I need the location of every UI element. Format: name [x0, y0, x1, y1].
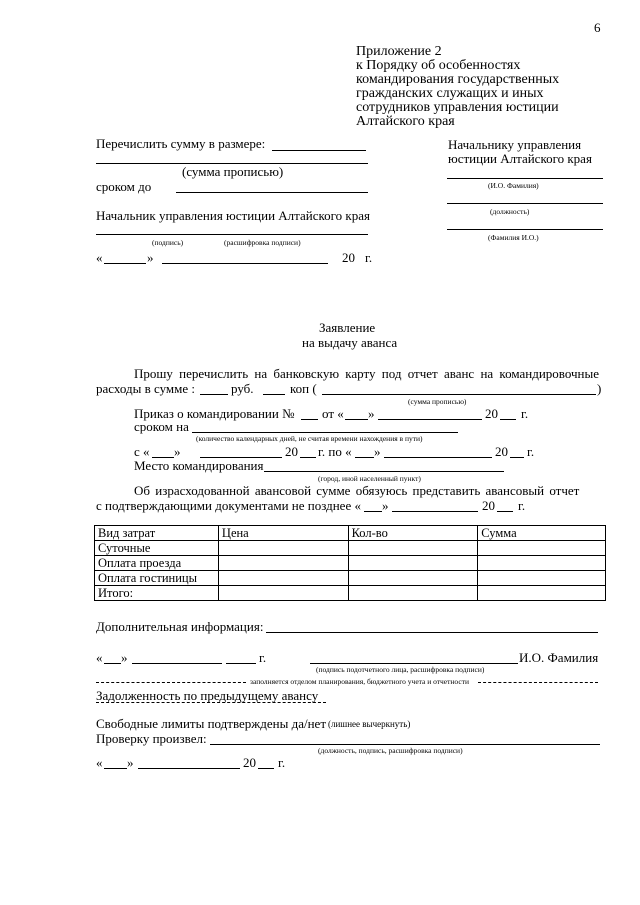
- obligation-deadline-label: с подтверждающими документами не позднее «: [96, 498, 361, 513]
- accountable-caption: (подпись подотчетного лица, расшифровка подписи): [316, 665, 485, 674]
- table-row: [95, 556, 606, 571]
- kopecks-field[interactable]: [263, 394, 285, 395]
- rubles-field[interactable]: [200, 394, 228, 395]
- period-from-year-prefix: 20: [285, 444, 298, 459]
- place-label: Место командирования: [134, 458, 264, 473]
- period-to-label: г. по «: [318, 444, 352, 459]
- obligation-year-prefix: 20: [482, 498, 495, 513]
- final-date-day-field[interactable]: [104, 768, 127, 769]
- place-field[interactable]: [264, 471, 504, 472]
- period-to-day-field[interactable]: [355, 457, 374, 458]
- surname-field[interactable]: [447, 229, 603, 230]
- year-prefix: 20: [342, 250, 355, 265]
- term-days-label: сроком на: [134, 419, 189, 434]
- accountable-signature-field[interactable]: [310, 663, 518, 664]
- addressee-line: Начальнику управления: [448, 137, 582, 152]
- days-caption: (количество календарных дней, не считая времени нахождения в пути): [196, 434, 423, 443]
- obligation-text: Об израсходованной авансовой сумме обязуюсь представить авансовый отчет: [134, 483, 580, 498]
- request-amount-words-field[interactable]: [322, 394, 596, 395]
- order-year-label: г.: [521, 406, 529, 421]
- name-caption: (И.О. Фамилия): [488, 181, 539, 190]
- planning-note: заполняется отделом планирования, бюджетного учета и отчетности: [250, 677, 469, 686]
- request-text: Прошу перечислить на банковскую карту под отчет аванс на командировочные: [134, 366, 599, 381]
- table-row: [95, 586, 606, 601]
- appendix-line: сотрудников управления юстиции: [356, 100, 559, 115]
- limits-note: (лишнее вычеркнуть): [328, 719, 411, 729]
- table-header-cell: Сумма: [478, 526, 606, 541]
- table-cell[interactable]: [348, 556, 478, 571]
- table-cell: Суточные: [95, 541, 219, 556]
- checked-field[interactable]: [210, 744, 600, 745]
- checked-label: Проверку произвел:: [96, 731, 207, 746]
- order-day-field[interactable]: [345, 419, 368, 420]
- table-cell[interactable]: [218, 556, 348, 571]
- obligation-day-field[interactable]: [364, 511, 382, 512]
- name-field[interactable]: [447, 178, 603, 179]
- order-year-prefix: 20: [485, 406, 498, 421]
- period-to-year-prefix: 20: [495, 444, 508, 459]
- table-cell[interactable]: [478, 571, 606, 586]
- limits-label: Свободные лимиты подтверждены да/нет: [96, 716, 327, 731]
- sign-date-day-field[interactable]: [104, 663, 121, 664]
- table-cell[interactable]: [478, 586, 606, 601]
- amount-field[interactable]: [272, 150, 366, 151]
- appendix-line: гражданских служащих и иных: [356, 86, 544, 101]
- checked-caption: (должность, подпись, расшифровка подписи): [318, 746, 463, 755]
- final-date-open-quote: «: [96, 755, 103, 770]
- table-header-cell: Вид затрат: [95, 526, 219, 541]
- table-header-cell: Цена: [218, 526, 348, 541]
- surname-caption: (Фамилия И.О.): [488, 233, 539, 242]
- sign-date-close-quote: »: [121, 650, 128, 665]
- table-row: [95, 571, 606, 586]
- order-quote-close: »: [368, 406, 375, 421]
- term-field[interactable]: [176, 192, 368, 193]
- date-month-field[interactable]: [162, 263, 328, 264]
- final-date-year-field[interactable]: [258, 768, 274, 769]
- table-cell[interactable]: [348, 586, 478, 601]
- request-amount-caption: (сумма прописью): [408, 397, 467, 406]
- final-date-year-prefix: 20: [243, 755, 256, 770]
- kopecks-label: коп (: [290, 381, 317, 396]
- obligation-year-label: г.: [518, 498, 526, 513]
- statement-subtitle: на выдачу аванса: [302, 335, 398, 350]
- additional-info-field[interactable]: [266, 632, 598, 633]
- debt-field[interactable]: [96, 702, 326, 703]
- table-cell: Итого:: [95, 586, 219, 601]
- order-year-field[interactable]: [500, 419, 516, 420]
- final-date-month-field[interactable]: [138, 768, 240, 769]
- table-cell[interactable]: [348, 571, 478, 586]
- place-caption: (город, иной населенный пункт): [318, 474, 421, 483]
- position-field[interactable]: [447, 203, 603, 204]
- table-cell: Оплата проезда: [95, 556, 219, 571]
- transfer-label: Перечислить сумму в размере:: [96, 136, 266, 151]
- period-to-month-field[interactable]: [384, 457, 492, 458]
- addressee-line: юстиции Алтайского края: [448, 151, 592, 166]
- appendix-line: командирования государственных: [356, 72, 560, 87]
- order-month-field[interactable]: [378, 419, 482, 420]
- table-cell[interactable]: [478, 541, 606, 556]
- term-days-field[interactable]: [192, 432, 458, 433]
- page-number: 6: [594, 20, 601, 35]
- period-to-year-label: г.: [527, 444, 535, 459]
- table-cell[interactable]: [218, 541, 348, 556]
- period-from-year-field[interactable]: [300, 457, 316, 458]
- obligation-year-field[interactable]: [497, 511, 513, 512]
- sign-date-year-label: г.: [259, 650, 267, 665]
- signature-field[interactable]: [96, 234, 368, 235]
- appendix-line: к Порядку об особенностях: [356, 58, 521, 73]
- section-divider-right: [478, 682, 598, 683]
- order-label: Приказ о командировании №: [134, 406, 295, 421]
- additional-info-label: Дополнительная информация:: [96, 619, 264, 634]
- section-divider-left: [96, 682, 246, 683]
- date-open-quote: «: [96, 250, 103, 265]
- obligation-month-field[interactable]: [392, 511, 478, 512]
- table-cell[interactable]: [218, 586, 348, 601]
- request-amount-label: расходы в сумме :: [96, 381, 195, 396]
- final-date-close-quote: »: [127, 755, 134, 770]
- order-number-field[interactable]: [301, 419, 318, 420]
- head-label: Начальник управления юстиции Алтайского края: [96, 208, 370, 223]
- order-from: от «: [322, 406, 344, 421]
- debt-label: Задолженность по предыдущему авансу: [96, 688, 319, 703]
- period-to-year-field[interactable]: [510, 457, 524, 458]
- obligation-quote-close: »: [382, 498, 389, 513]
- appendix-line: Приложение 2: [356, 44, 442, 59]
- decoding-caption: (расшифровка подписи): [224, 238, 301, 247]
- date-day-field[interactable]: [104, 263, 146, 264]
- period-from-label: с «: [134, 444, 150, 459]
- table-cell[interactable]: [348, 541, 478, 556]
- request-amount-close: ): [597, 381, 602, 396]
- final-date-year-label: г.: [278, 755, 286, 770]
- accountable-name: И.О. Фамилия: [519, 650, 599, 665]
- amount-words-caption: (сумма прописью): [182, 164, 284, 179]
- table-header-cell: Кол-во: [348, 526, 478, 541]
- term-label: сроком до: [96, 179, 152, 194]
- table-cell: Оплата гостиницы: [95, 571, 219, 586]
- table-header-row: [95, 526, 606, 541]
- sign-date-year-field[interactable]: [226, 663, 256, 664]
- signature-caption: (подпись): [152, 238, 184, 247]
- period-from-quote-close: »: [174, 444, 181, 459]
- table-cell[interactable]: [218, 571, 348, 586]
- statement-title: Заявление: [319, 320, 376, 335]
- sign-date-month-field[interactable]: [132, 663, 222, 664]
- appendix-line: Алтайского края: [356, 114, 455, 129]
- table-row: [95, 541, 606, 556]
- year-label: г.: [365, 250, 373, 265]
- date-close-quote: »: [147, 250, 154, 265]
- position-caption: (должность): [490, 207, 530, 216]
- period-to-quote-close: »: [374, 444, 381, 459]
- rubles-label: руб.: [231, 381, 254, 396]
- table-cell[interactable]: [478, 556, 606, 571]
- sign-date-open-quote: «: [96, 650, 103, 665]
- expenses-table: [94, 525, 606, 601]
